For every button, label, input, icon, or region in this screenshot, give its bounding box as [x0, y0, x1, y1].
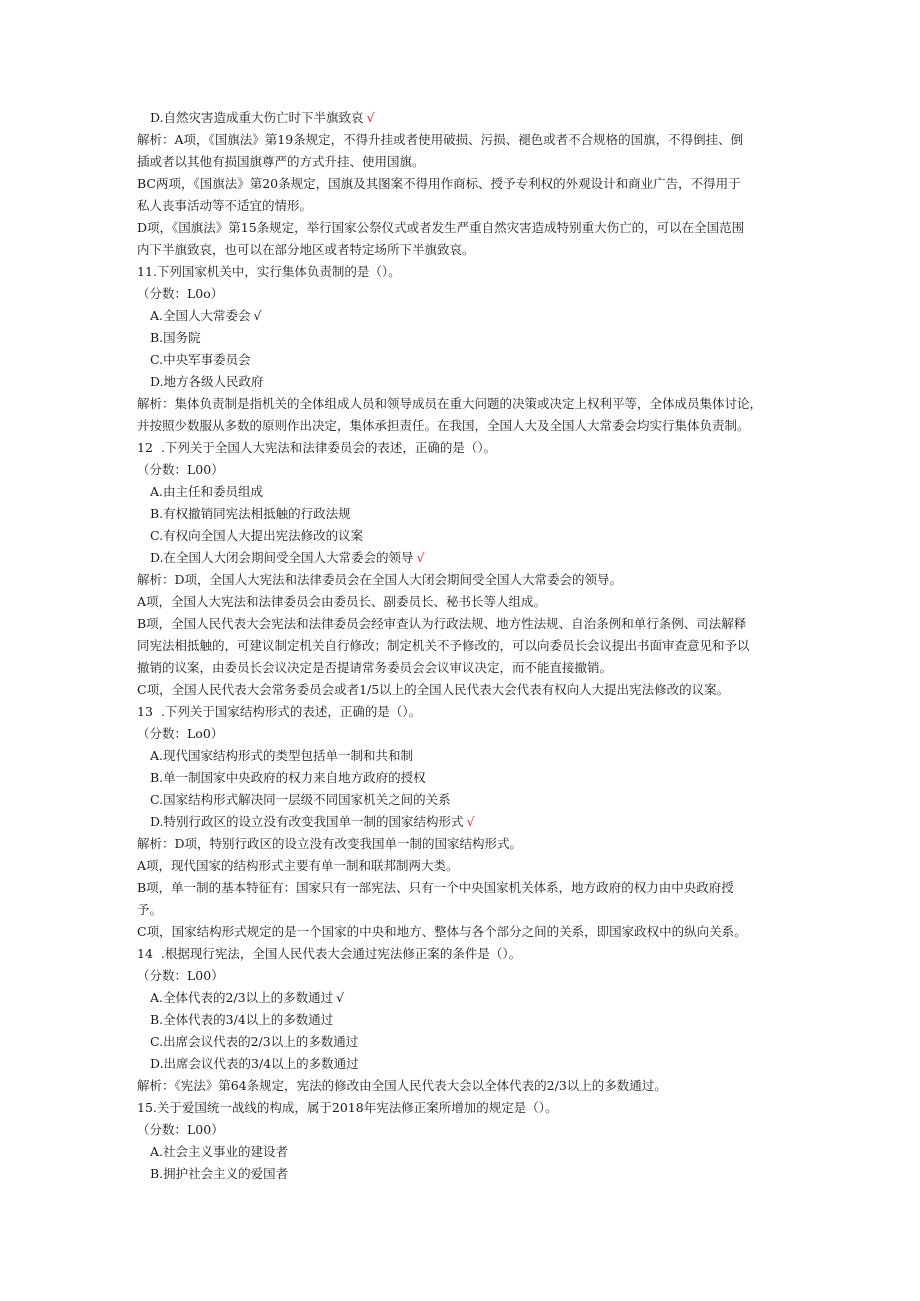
line-text: 解析：A项，《国旗法》第19条规定，不得升挂或者使用破损、污损、褪色或者不合规格的国旗，不得倒挂、倒 [137, 132, 744, 147]
line-text: A.全国人大常委会 [150, 308, 251, 323]
text-line [137, 880, 734, 896]
check-mark-icon: √ [336, 990, 345, 1005]
line-text: B项，单一制的基本特征有：国家只有一部宪法、只有一个中央国家机关体系，地方政府的权力由中央政府授 [137, 880, 734, 895]
answer-option [150, 1056, 359, 1072]
text-line [137, 704, 421, 720]
text-line [137, 594, 546, 610]
line-text: D.出席会议代表的3/4以上的多数通过 [150, 1056, 359, 1071]
line-text: C项，国家结构形式规定的是一个国家的中央和地方、整体与各个部分之间的关系，即国家政权中的纵向关系。 [137, 924, 747, 939]
answer-option [150, 792, 451, 808]
line-text: A项，现代国家的结构形式主要有单一制和联邦制两大类。 [137, 858, 459, 873]
answer-option [150, 374, 264, 390]
answer-option [150, 748, 413, 764]
line-text: A.全体代表的2/3以上的多数通过 [150, 990, 334, 1005]
line-text: B.有权撤销同宪法相抵触的行政法规 [150, 506, 351, 521]
check-mark-icon: √ [366, 110, 375, 125]
answer-option [150, 528, 363, 544]
check-mark-icon: √ [466, 814, 475, 829]
answer-option [150, 1012, 333, 1028]
answer-option [150, 352, 251, 368]
check-mark-icon: √ [416, 550, 425, 565]
answer-option [150, 1034, 358, 1050]
line-text: （分数：L00） [137, 968, 224, 983]
line-text: B项，全国人民代表大会宪法和法律委员会经审查认为行政法规、地方性法规、自治条例和单行条例、司法解释 [137, 616, 747, 631]
text-line [137, 1078, 667, 1094]
line-text: D.特别行政区的设立没有改变我国单一制的国家结构形式 [150, 814, 464, 829]
line-text: C.有权向全国人大提出宪法修改的议案 [150, 528, 364, 543]
line-text: 解析：集体负责制是指机关的全体组成人员和领导成员在重大问题的决策或决定上权利平等，全体成员集体讨论， [137, 396, 763, 411]
line-text: 13 .下列关于国家结构形式的表述，正确的是（）。 [137, 704, 422, 719]
text-line [137, 242, 475, 258]
text-line [137, 462, 224, 478]
answer-option [150, 110, 375, 126]
text-line [137, 616, 746, 632]
text-line [137, 176, 741, 192]
line-text: C.中央军事委员会 [150, 352, 251, 367]
text-line [137, 858, 459, 874]
line-text: 14 .根据现行宪法，全国人民代表大会通过宪法修正案的条件是（）。 [137, 946, 522, 961]
text-line [137, 440, 496, 456]
line-text: 予。 [137, 902, 163, 917]
line-text: A.社会主义事业的建设者 [150, 1144, 289, 1159]
text-line [137, 154, 425, 170]
text-line [137, 836, 522, 852]
line-text: 撤销的议案，由委员长会议决定是否提请常务委员会会议审议决定，而不能直接撤销。 [137, 660, 613, 675]
text-line [137, 638, 750, 654]
answer-option [150, 990, 344, 1006]
check-mark-icon: √ [253, 308, 262, 323]
line-text: D.在全国人大闭会期间受全国人大常委会的领导 [150, 550, 414, 565]
line-text: 插或者以其他有损国旗尊严的方式升挂、使用国旗。 [137, 154, 425, 169]
line-text: 15.关于爱国统一战线的构成，属于2018年宪法修正案所增加的规定是（）。 [137, 1100, 558, 1115]
text-line [137, 418, 750, 434]
line-text: （分数：Lo0） [137, 726, 224, 741]
line-text: 解析：D项，特别行政区的设立没有改变我国单一制的国家结构形式。 [137, 836, 523, 851]
line-text: B.拥护社会主义的爱国者 [150, 1166, 289, 1181]
text-line [137, 660, 612, 676]
text-line [137, 902, 162, 918]
line-text: （分数：L00） [137, 462, 224, 477]
line-text: （分数：L0o） [137, 286, 224, 301]
line-text: 11.下列国家机关中，实行集体负责制的是（）。 [137, 264, 401, 279]
text-line [137, 264, 401, 280]
line-text: D.地方各级人民政府 [150, 374, 264, 389]
text-line [137, 1122, 224, 1138]
text-line [137, 220, 744, 236]
line-text: A.现代国家结构形式的类型包括单一制和共和制 [150, 748, 414, 763]
line-text: 解析：《宪法》第64条规定，宪法的修改由全国人民代表大会以全体代表的2/3以上的多数通过。 [137, 1078, 667, 1093]
line-text: 私人丧事活动等不适宜的情形。 [137, 198, 313, 213]
text-line [137, 572, 622, 588]
answer-option [150, 550, 425, 566]
line-text: B.国务院 [150, 330, 201, 345]
line-text: 12 .下列关于全国人大宪法和法律委员会的表述，正确的是（）。 [137, 440, 497, 455]
line-text: B.全体代表的3/4以上的多数通过 [150, 1012, 334, 1027]
text-line [137, 1100, 557, 1116]
line-text: 解析：D项，全国人大宪法和法律委员会在全国人大闭会期间受全国人大常委会的领导。 [137, 572, 623, 587]
text-line [137, 968, 224, 984]
text-line [137, 132, 743, 148]
answer-option [150, 770, 426, 786]
text-line [137, 726, 223, 742]
answer-option [150, 1166, 288, 1182]
line-text: 并按照少数服从多数的原则作出决定，集体承担责任。在我国，全国人大及全国人大常委会均实行集体负责制。 [137, 418, 750, 433]
answer-option [150, 330, 201, 346]
answer-option [150, 506, 351, 522]
line-text: 同宪法相抵触的，可建议制定机关自行修改；制定机关不予修改的，可以向委员长会议提出书面审查意见和予以 [137, 638, 750, 653]
line-text: C.出席会议代表的2/3以上的多数通过 [150, 1034, 359, 1049]
line-text: BC两项，《国旗法》第20条规定，国旗及其图案不得用作商标、授予专利权的外观设计和商业广告，不得用于 [137, 176, 741, 191]
line-text: B.单一制国家中央政府的权力来自地方政府的授权 [150, 770, 426, 785]
line-text: A项，全国人大宪法和法律委员会由委员长、副委员长、秘书长等人组成。 [137, 594, 547, 609]
line-text: C项，全国人民代表大会常务委员会或者1/5以上的全国人民代表大会代表有权向人大提出宪法修改的议案。 [137, 682, 730, 697]
text-line [137, 198, 312, 214]
answer-option [150, 308, 261, 324]
line-text: C.国家结构形式解决同一层级不同国家机关之间的关系 [150, 792, 451, 807]
answer-option [150, 814, 475, 830]
text-line [137, 946, 521, 962]
text-line [137, 924, 747, 940]
line-text: D项，《国旗法》第15条规定，举行国家公祭仪式或者发生严重自然灾害造成特别重大伤亡的，可以在全国范围 [137, 220, 745, 235]
text-line [137, 286, 223, 302]
line-text: 内下半旗致哀，也可以在部分地区或者特定场所下半旗致哀。 [137, 242, 475, 257]
text-line [137, 682, 729, 698]
line-text: D.自然灾害造成重大伤亡时下半旗致哀 [150, 110, 364, 125]
text-line [137, 396, 762, 412]
answer-option [150, 1144, 288, 1160]
line-text: A.由主任和委员组成 [150, 484, 264, 499]
answer-option [150, 484, 263, 500]
line-text: （分数：L00） [137, 1122, 224, 1137]
